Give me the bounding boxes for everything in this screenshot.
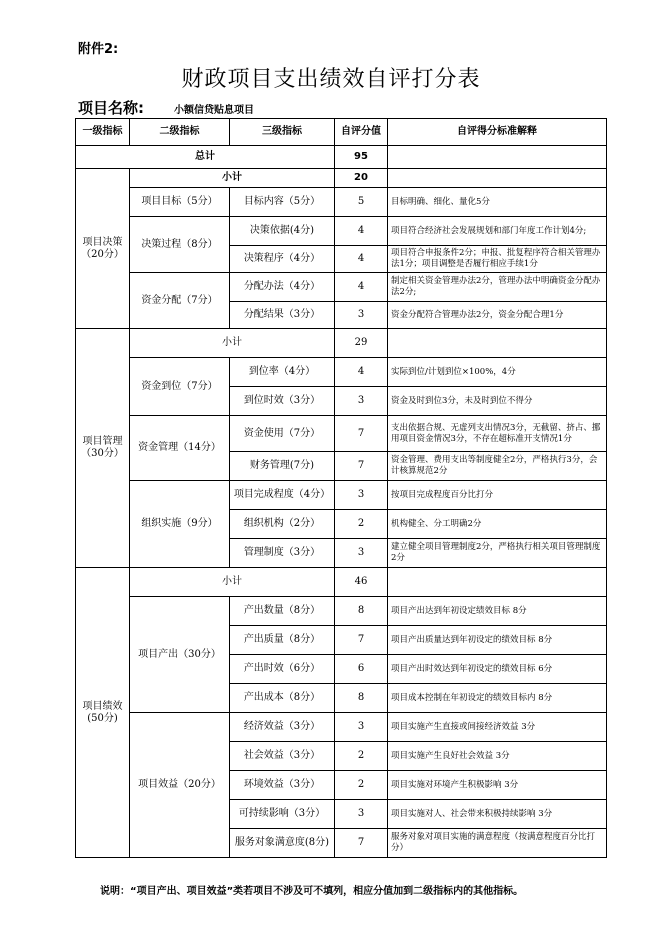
score-description: 项目产出达到年初设定绩效目标 8分 [388,597,607,626]
level3-indicator: 经济效益（3分） [230,713,335,742]
total-row [76,146,607,169]
self-score: 8 [335,597,388,626]
self-score: 2 [335,510,388,539]
project-name-value: 小额信贷贴息项目 [174,105,254,116]
page-title: 财政项目支出绩效自评打分表 [181,67,481,92]
score-description: 项目成本控制在年初设定的绩效目标内 8分 [388,684,607,713]
score-description: 项目产出时效达到年初设定的绩效目标 6分 [388,655,607,684]
level3-indicator: 财务管理(7分) [230,452,335,481]
subtotal-row [76,169,607,188]
score-description: 项目实施产生良好社会效益 3分 [388,742,607,771]
level2-indicator: 资金管理（14分） [130,416,230,481]
score-description: 目标明确、细化、量化5分 [388,188,607,217]
level3-indicator: 可持续影响（3分） [230,800,335,829]
header-row [76,119,607,146]
level3-indicator: 资金使用（7分） [230,416,335,452]
header-level1: 一级指标 [76,119,130,146]
score-description: 资金及时到位3分，未及时到位不得分 [388,387,607,416]
subtotal-row [76,568,607,597]
subtotal-score: 20 [335,169,388,188]
score-description: 项目实施产生直接或间接经济效益 3分 [388,713,607,742]
level3-indicator: 分配办法（4分） [230,273,335,302]
self-score: 2 [335,742,388,771]
self-score: 4 [335,246,388,273]
level3-indicator: 目标内容（5分） [230,188,335,217]
subtotal-score: 46 [335,568,388,597]
header-level3: 三级指标 [230,119,335,146]
level3-indicator: 决策程序（4分） [230,246,335,273]
subtotal-description [388,568,607,597]
level3-indicator: 产出质量（8分） [230,626,335,655]
subtotal-score: 29 [335,329,388,358]
level3-indicator: 服务对象满意度(8分) [230,829,335,858]
level2-indicator: 组织实施（9分） [130,481,230,568]
score-description: 实际到位/计划到位×100%，4分 [388,358,607,387]
header-description: 自评得分标准解释 [388,119,607,146]
self-score: 3 [335,302,388,329]
level3-indicator: 到位时效（3分） [230,387,335,416]
attachment-label: 附件2: [78,42,119,57]
level2-indicator: 资金到位（7分） [130,358,230,416]
level3-indicator: 决策依据(4分) [230,217,335,246]
project-name-row [78,97,254,117]
level1-indicator: 项目绩效 (50分) [76,568,130,858]
level3-indicator: 环境效益（3分） [230,771,335,800]
level2-indicator: 项目目标（5分） [130,188,230,217]
level3-indicator: 管理制度（3分） [230,539,335,568]
table-row [76,273,607,302]
level2-indicator: 项目产出（30分） [130,597,230,713]
score-description: 服务对象对项目实施的满意程度（按满意程度百分比打分） [388,829,607,858]
self-score: 7 [335,452,388,481]
level3-indicator: 到位率（4分） [230,358,335,387]
score-description: 项目实施对环境产生积极影响 3分 [388,771,607,800]
table-row [76,713,607,742]
level1-indicator: 项目决策 （20分） [76,169,130,329]
subtotal-description [388,329,607,358]
footnote: 说明：“项目产出、项目效益”类若项目不涉及可不填列，相应分值加到二级指标内的其他指标。 [100,886,524,897]
self-score: 4 [335,358,388,387]
level3-indicator: 项目完成程度（4分） [230,481,335,510]
total-label: 总计 [76,146,335,169]
subtotal-description [388,169,607,188]
level3-indicator: 产出成本（8分） [230,684,335,713]
subtotal-label: 小计 [130,568,335,597]
score-description: 机构健全、分工明确2分 [388,510,607,539]
total-score: 95 [335,146,388,169]
table-row [76,217,607,246]
self-score: 4 [335,273,388,302]
self-score: 3 [335,713,388,742]
level1-indicator: 项目管理 （30分） [76,329,130,568]
score-description: 按项目完成程度百分比打分 [388,481,607,510]
score-description: 制定相关资金管理办法2分，管理办法中明确资金分配办法2分; [388,273,607,302]
self-score: 7 [335,829,388,858]
level2-indicator: 项目效益（20分） [130,713,230,858]
level3-indicator: 产出时效（6分） [230,655,335,684]
score-description: 项目符合经济社会发展规划和部门年度工作计划4分; [388,217,607,246]
level3-indicator: 社会效益（3分） [230,742,335,771]
score-description: 支出依据合规、无虚列支出情况3分，无截留、挤占、挪用项目资金情况3分，不存在超标准开支情况1分 [388,416,607,452]
score-table [75,118,607,858]
self-score: 7 [335,416,388,452]
level3-indicator: 组织机构（2分） [230,510,335,539]
table-row [76,188,607,217]
self-score: 3 [335,481,388,510]
subtotal-row [76,329,607,358]
level2-indicator: 决策过程（8分） [130,217,230,273]
self-score: 2 [335,771,388,800]
self-score: 7 [335,626,388,655]
self-score: 3 [335,539,388,568]
table-row [76,358,607,387]
level3-indicator: 产出数量（8分） [230,597,335,626]
project-name-label: 项目名称: [78,99,144,117]
table-row [76,481,607,510]
subtotal-label: 小计 [130,329,335,358]
score-description: 资金管理、费用支出等制度健全2分，严格执行3分，会计核算规范2分 [388,452,607,481]
level2-indicator: 资金分配（7分） [130,273,230,329]
self-score: 6 [335,655,388,684]
self-score: 4 [335,217,388,246]
score-description: 项目实施对人、社会带来积极持续影响 3分 [388,800,607,829]
total-description [388,146,607,169]
score-description: 项目符合申报条件2分；申报、批复程序符合相关管理办法1分；项目调整是否履行相应手续1分 [388,246,607,273]
header-score: 自评分值 [335,119,388,146]
self-score: 5 [335,188,388,217]
level3-indicator: 分配结果（3分） [230,302,335,329]
header-level2: 二级指标 [130,119,230,146]
self-score: 3 [335,800,388,829]
subtotal-label: 小计 [130,169,335,188]
table-row [76,597,607,626]
self-score: 3 [335,387,388,416]
score-description: 建立健全项目管理制度2分，严格执行相关项目管理制度2分 [388,539,607,568]
score-description: 项目产出质量达到年初设定的绩效目标 8分 [388,626,607,655]
table-row [76,416,607,452]
score-description: 资金分配符合管理办法2分，资金分配合理1分 [388,302,607,329]
self-score: 8 [335,684,388,713]
